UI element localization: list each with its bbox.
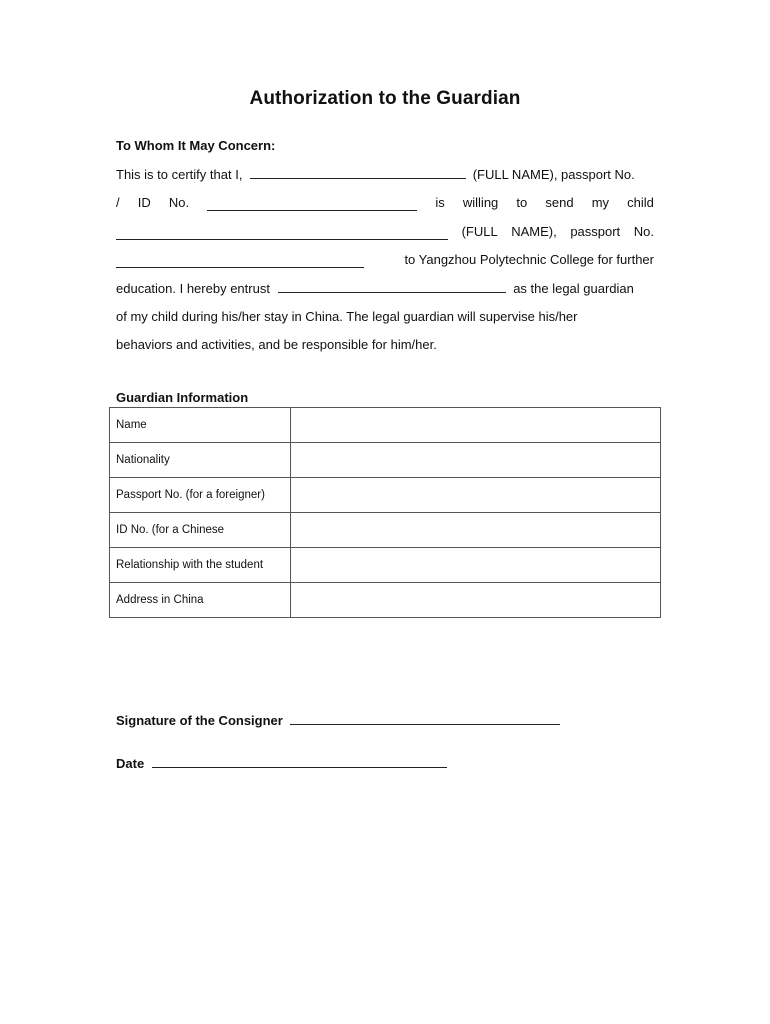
text-segment: is bbox=[435, 195, 445, 210]
guardian-id-field[interactable] bbox=[291, 513, 661, 548]
salutation: To Whom It May Concern: bbox=[116, 138, 276, 153]
guardian-address-field[interactable] bbox=[291, 583, 661, 618]
date-line bbox=[116, 755, 447, 771]
signature-label: Signature of the Consigner bbox=[116, 713, 283, 728]
guardian-name-field[interactable] bbox=[291, 408, 661, 443]
text-segment: No. bbox=[168, 195, 190, 210]
child-name-blank[interactable] bbox=[116, 227, 448, 240]
row-label-address: Address in China bbox=[110, 583, 291, 618]
date-label: Date bbox=[116, 756, 145, 771]
text-segment: willing bbox=[462, 195, 499, 210]
applicant-id-blank[interactable] bbox=[207, 198, 417, 211]
paragraph-line-2 bbox=[116, 195, 654, 211]
table-row bbox=[110, 513, 661, 548]
text-segment: No. bbox=[633, 224, 654, 239]
applicant-name-blank[interactable] bbox=[250, 166, 466, 179]
child-passport-blank[interactable] bbox=[116, 255, 364, 268]
table-row bbox=[110, 478, 661, 513]
signature-line bbox=[116, 712, 560, 728]
table-row bbox=[110, 408, 661, 443]
paragraph-line-6: of my child during his/her stay in China. The legal guardian will supervise his/her bbox=[116, 309, 578, 324]
paragraph-line-1 bbox=[116, 166, 654, 183]
row-label-name: Name bbox=[110, 408, 291, 443]
paragraph-line-3 bbox=[116, 224, 654, 240]
guardian-info-table bbox=[109, 407, 661, 618]
table-row bbox=[110, 443, 661, 478]
row-label-passport: Passport No. (for a foreigner) bbox=[110, 478, 291, 513]
guardian-name-blank[interactable] bbox=[278, 280, 506, 293]
text-segment: ID bbox=[137, 195, 151, 210]
text-segment: / bbox=[116, 195, 120, 210]
text-segment: passport bbox=[570, 224, 621, 239]
table-row bbox=[110, 548, 661, 583]
paragraph-line-5 bbox=[116, 280, 654, 297]
text-segment: This is to certify that I, bbox=[116, 167, 243, 182]
row-label-id: ID No. (for a Chinese bbox=[110, 513, 291, 548]
table-row bbox=[110, 583, 661, 618]
text-segment: education. I hereby entrust bbox=[116, 281, 270, 296]
signature-blank[interactable] bbox=[290, 712, 560, 725]
row-label-relationship: Relationship with the student bbox=[110, 548, 291, 583]
paragraph-line-4 bbox=[116, 252, 654, 268]
guardian-info-heading: Guardian Information bbox=[116, 390, 249, 405]
text-segment: send bbox=[545, 195, 574, 210]
text-segment: (FULL bbox=[461, 224, 498, 239]
document-title: Authorization to the Guardian bbox=[249, 88, 521, 109]
guardian-nationality-field[interactable] bbox=[291, 443, 661, 478]
text-segment: (FULL NAME), passport No. bbox=[472, 167, 635, 182]
guardian-passport-field[interactable] bbox=[291, 478, 661, 513]
text-segment: to Yangzhou Polytechnic College for further bbox=[404, 252, 654, 267]
text-segment: child bbox=[627, 195, 654, 210]
row-label-nationality: Nationality bbox=[110, 443, 291, 478]
guardian-relationship-field[interactable] bbox=[291, 548, 661, 583]
text-segment: my bbox=[591, 195, 610, 210]
text-segment: to bbox=[516, 195, 528, 210]
text-segment: as the legal guardian bbox=[513, 281, 634, 296]
paragraph-line-7: behaviors and activities, and be responsible for him/her. bbox=[116, 337, 437, 352]
date-blank[interactable] bbox=[152, 755, 447, 768]
text-segment: NAME), bbox=[511, 224, 557, 239]
